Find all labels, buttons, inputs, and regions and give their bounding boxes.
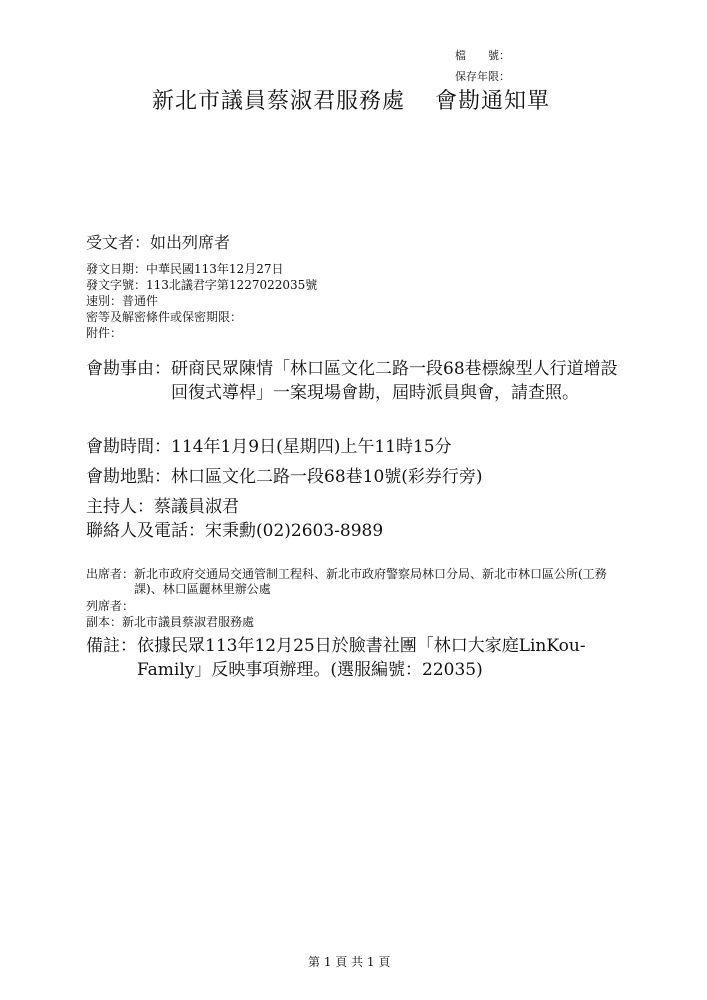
host-label: 主持人： xyxy=(86,497,154,517)
contact xyxy=(86,516,383,541)
issue-date-value: 中華民國113年12月27日 xyxy=(146,262,284,276)
inspection-location xyxy=(86,462,483,487)
addressee-label: 受文者： xyxy=(86,233,151,252)
inspection-location-label: 會勘地點： xyxy=(86,467,171,487)
host xyxy=(86,492,239,517)
classification-label: 密等及解密條件或保密期限： xyxy=(86,310,243,324)
copy-to xyxy=(86,615,254,630)
urgency xyxy=(86,294,158,309)
inspection-time xyxy=(86,432,452,457)
doc-number xyxy=(86,278,317,293)
subject xyxy=(86,357,620,405)
observers-label: 列席者： xyxy=(86,599,135,613)
host-value: 蔡議員淑君 xyxy=(154,497,239,517)
issue-date-label: 發文日期： xyxy=(86,262,147,276)
doc-number-value: 113北議君字第1227022035號 xyxy=(146,278,318,292)
inspection-location-value: 林口區文化二路一段68巷10號(彩券行旁) xyxy=(171,467,483,487)
file-number-label: 檔 號： xyxy=(455,49,510,62)
doc-type: 會勘通知單 xyxy=(435,89,551,114)
issue-date xyxy=(86,262,283,277)
copy-to-value: 新北市議員蔡淑君服務處 xyxy=(122,615,255,629)
attachments xyxy=(86,326,122,341)
attendees-label: 出席者： xyxy=(86,567,135,581)
attendees-text: 新北市政府交通局交通管制工程科、新北市政府警察局林口分局、新北市林口區公所(工務課)、林口區麗林里辦公處 xyxy=(134,567,607,596)
addressee-value: 如出列席者 xyxy=(150,233,231,252)
urgency-label: 速別： xyxy=(86,294,123,308)
attendees xyxy=(86,567,618,597)
contact-value: 宋秉勳(02)2603-8989 xyxy=(205,521,384,541)
remarks xyxy=(86,634,620,682)
doc-number-label: 發文字號： xyxy=(86,278,147,292)
org-name: 新北市議員蔡淑君服務處 xyxy=(152,89,406,114)
inspection-time-value: 114年1月9日(星期四)上午11時15分 xyxy=(171,437,452,457)
remarks-label: 備註： xyxy=(86,636,137,656)
copy-to-label: 副本： xyxy=(86,615,123,629)
document-title xyxy=(152,84,550,115)
inspection-time-label: 會勘時間： xyxy=(86,437,171,457)
contact-label: 聯絡人及電話： xyxy=(86,521,205,541)
urgency-value: 普通件 xyxy=(122,294,159,308)
page-number: 第 1 頁 共 1 頁 xyxy=(308,955,391,969)
classification xyxy=(86,310,242,325)
subject-text: 研商民眾陳情「林口區文化二路一段68巷標線型人行道增設回復式導桿」一案現場會勘，屆時派員與會，請查照。 xyxy=(171,359,618,403)
attachments-label: 附件： xyxy=(86,326,123,340)
retention-period-label: 保存年限： xyxy=(455,70,510,83)
remarks-text: 依據民眾113年12月25日於臉書社團「林口大家庭LinKou-Family」反映事項辦理。(選服編號：22035) xyxy=(137,636,586,680)
observers xyxy=(86,599,134,614)
addressee xyxy=(86,230,230,253)
subject-label: 會勘事由： xyxy=(86,359,171,379)
